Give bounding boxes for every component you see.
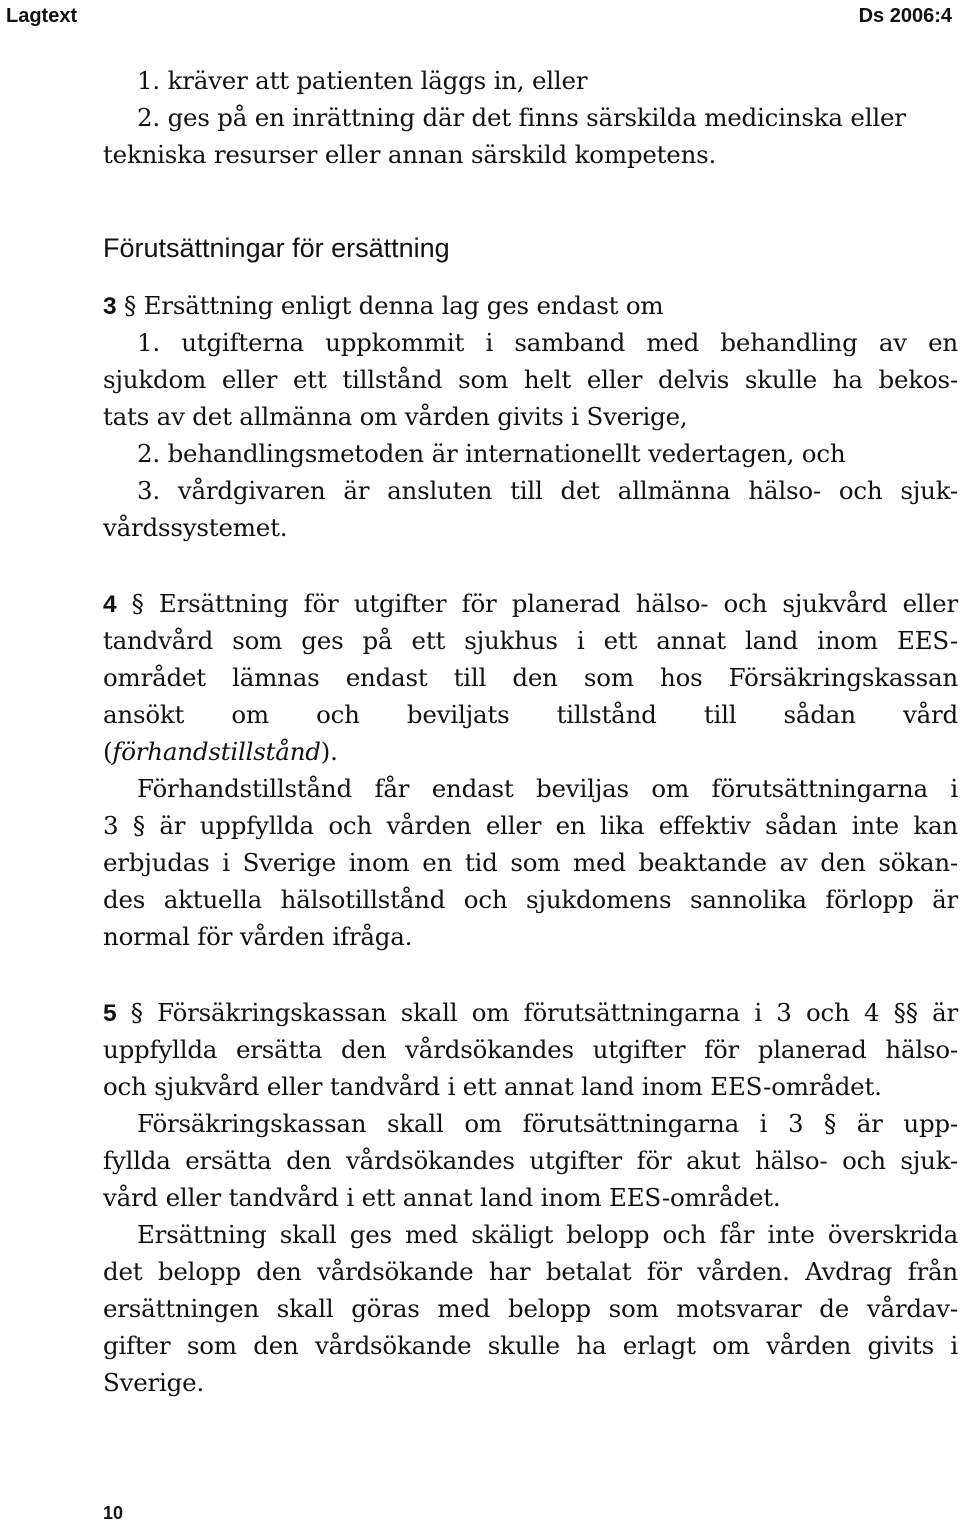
section-5-p1-line-2: uppfyllda ersätta den vårdsökandes utgifter för planerad hälso-	[103, 1035, 958, 1064]
section-4-p2-line-2	[103, 807, 958, 844]
intro-item-2-line-2: tekniska resurser eller annan särskild kompetens.	[103, 140, 717, 169]
section-5-p2-line-1b: är upp-	[836, 1109, 958, 1138]
section-4-p1-line-1	[103, 585, 958, 622]
section-5-p2-line-1	[103, 1105, 958, 1142]
section-3-item-3-line-2: vårdssystemet.	[103, 513, 288, 542]
section-3-item-1-line-2: sjukdom eller ett tillstånd som helt eller delvis skulle ha bekos-	[103, 365, 958, 394]
section-5-p1-line-1	[103, 994, 958, 1031]
section-sign-icon: §	[132, 811, 145, 840]
section-3-item-3-line-1: 3. vårdgivaren är ansluten till det allmänna hälso- och sjuk-	[137, 476, 958, 505]
section-3-number: 3	[103, 293, 117, 320]
section-sign-icon: §	[131, 589, 144, 618]
section-4-p1-line-3: området lämnas endast till den som hos Försäkringskassan	[103, 663, 958, 692]
section-4-number: 4	[103, 591, 117, 618]
section-3-item-2: 2. behandlingsmetoden är internationellt vedertagen, och	[137, 439, 846, 468]
page-number: 10	[103, 1503, 124, 1523]
section-4-p1-line-5	[103, 733, 958, 770]
section-4-p2-line-4: des aktuella hälsotillstånd och sjukdomens sannolika förlopp är	[103, 885, 958, 914]
section-5-p1-line-1a: Försäkringskassan skall om förutsättningarna i 3 och 4	[142, 998, 894, 1027]
intro-item-2-line-1: 2. ges på en inrättning där det finns särskilda medicinska eller	[137, 103, 906, 132]
section-4-p2-line-3: erbjudas i Sverige inom en tid som med beaktande av den sökan-	[103, 848, 958, 877]
section-sign-icon: §	[124, 291, 137, 320]
defined-term: förhandstillstånd	[112, 737, 321, 766]
section-5-p3-line-3: ersättningen skall göras med belopp som motsvarar de vårdav-	[103, 1294, 958, 1323]
running-header-right: Ds 2006:4	[858, 5, 952, 27]
section-5-p1-line-1b: är	[917, 998, 958, 1027]
intro-item-1: 1. kräver att patienten läggs in, eller	[137, 66, 588, 95]
section-4-p1-line-4: ansökt om och beviljats tillstånd till sådan vård	[103, 700, 958, 729]
section-5-p1-line-3: och sjukvård eller tandvård i ett annat land inom EES-området.	[103, 1072, 882, 1101]
section-5-p2-line-1a: Försäkringskassan skall om förutsättningarna i 3	[137, 1109, 825, 1138]
section-sign-icon: §	[824, 1109, 837, 1138]
section-4-p2-line-1: Förhandstillstånd får endast beviljas om förutsättningarna i	[137, 774, 958, 803]
section-4-p2-line-5: normal för vården ifråga.	[103, 922, 413, 951]
paren-close: ).	[320, 737, 338, 766]
section-3-item-1-line-1: 1. utgifterna uppkommit i samband med behandling av en	[137, 328, 958, 357]
section-5-p3-line-2: det belopp den vårdsökande har betalat för vården. Avdrag från	[103, 1257, 958, 1286]
section-5-number: 5	[103, 1000, 117, 1027]
page-body	[103, 62, 958, 1401]
section-sign-icon: §	[130, 998, 143, 1027]
section-5-p2-line-2: fyllda ersätta den vårdsökandes utgifter för akut hälso- och sjuk-	[103, 1146, 958, 1175]
section-heading: Förutsättningar för ersättning	[103, 233, 450, 263]
section-5-p3-line-1: Ersättning skall ges med skäligt belopp och får inte överskrida	[137, 1220, 958, 1249]
section-3-lead	[103, 287, 958, 324]
section-4-p1-line-1-text: Ersättning för utgifter för planerad hälso- och sjukvård eller	[143, 589, 958, 618]
paren-open: (	[103, 737, 113, 766]
section-4-p1-line-2: tandvård som ges på ett sjukhus i ett annat land inom EES-	[103, 626, 958, 655]
running-header-left: Lagtext	[6, 5, 78, 27]
section-reference-number: 3	[103, 811, 119, 840]
section-3-lead-text: Ersättning enligt denna lag ges endast om	[136, 291, 664, 320]
section-signs-icon: §§	[893, 998, 918, 1027]
section-5-p2-line-3: vård eller tandvård i ett annat land inom EES-området.	[103, 1183, 781, 1212]
section-5-p3-line-4: gifter som den vårdsökande skulle ha erlagt om vården givits i	[103, 1331, 958, 1360]
section-3-item-1-line-3: tats av det allmänna om vården givits i Sverige,	[103, 402, 688, 431]
section-5-p3-line-5: Sverige.	[103, 1368, 205, 1397]
section-4-p2-line-2-text: är uppfyllda och vården eller en lika effektiv sådan inte kan	[144, 811, 958, 840]
